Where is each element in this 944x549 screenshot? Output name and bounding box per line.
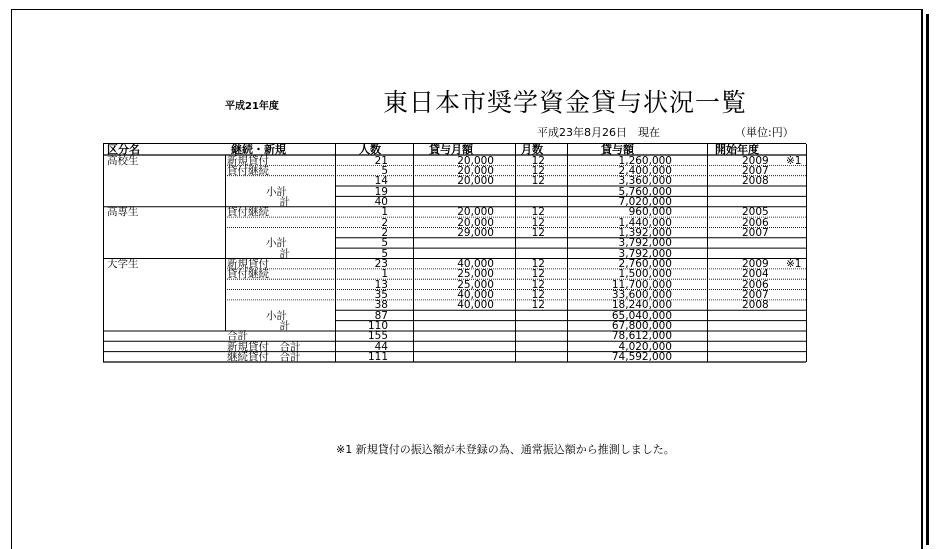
loan-amount-cell: 74,592,000 [611,351,672,364]
loan-amount-cell: 7,020,000 [618,195,672,208]
loan-amount-cell: 18,240,000 [611,299,672,312]
monthly-amount-cell: 40,000 [457,258,494,270]
row-type-cell: 計 [279,320,290,333]
loan-amount-cell: 2,400,000 [618,164,672,177]
footnote: ※1 新規貸付の振込額が未登録の為、通常振込額から推測しました。 [336,443,675,456]
loan-amount-cell: 2,760,000 [618,258,672,270]
loan-amount-cell: 1,392,000 [618,226,672,239]
monthly-amount-cell: 40,000 [457,289,494,302]
category-cell: 高校生 [107,154,139,167]
people-cell: 5 [381,164,388,177]
monthly-amount-cell: 20,000 [457,216,494,229]
monthly-amount-cell: 20,000 [457,154,494,167]
loan-amount-cell: 11,700,000 [611,278,672,291]
fiscal-year-label: 平成21年度 [225,101,279,112]
row-type-cell: 貸付継続 [227,268,269,281]
months-cell: 12 [531,268,545,281]
loan-amount-cell: 33,600,000 [611,289,672,302]
loan-amount-cell: 4,020,000 [618,340,672,353]
column-header: 人数 [359,143,381,156]
page-shadow [926,14,929,545]
category-cell: 高専生 [107,206,139,219]
monthly-amount-cell: 29,000 [457,226,494,239]
months-cell: 12 [531,164,545,177]
row-type-cell: 貸付継続 [227,206,269,219]
people-cell: 14 [374,175,388,188]
start-year-cell: 2009 [742,258,769,270]
people-cell: 38 [374,299,388,312]
loan-amount-cell: 3,792,000 [618,247,672,260]
months-cell: 12 [531,175,545,188]
unit-label: （単位:円） [735,126,794,139]
people-cell: 110 [367,320,388,333]
column-header: 貸与額 [601,143,634,156]
loan-amount-cell: 78,612,000 [611,330,672,343]
start-year-cell: 2007 [742,289,769,302]
column-header: 貸与月額 [429,143,473,156]
monthly-amount-cell: 40,000 [457,299,494,312]
people-cell: 155 [367,330,388,343]
column-header: 区分名 [107,143,140,156]
people-cell: 1 [381,268,388,281]
people-cell: 2 [381,216,388,229]
monthly-amount-cell: 20,000 [457,164,494,177]
people-cell: 44 [374,340,388,353]
loan-amount-cell: 1,500,000 [618,268,672,281]
people-cell: 1 [381,206,388,219]
months-cell: 12 [531,289,545,302]
people-cell: 5 [381,247,388,260]
start-year-cell: 2008 [742,175,769,188]
loan-amount-cell: 67,800,000 [611,320,672,333]
row-type-cell: 継続貸付 合計 [227,351,301,364]
category-cell: 大学生 [107,258,139,270]
column-header: 継続・新規 [231,143,286,156]
monthly-amount-cell: 25,000 [457,278,494,291]
start-year-cell: 2007 [742,226,769,239]
months-cell: 12 [531,206,545,219]
start-year-cell: 2006 [742,216,769,229]
people-cell: 87 [374,309,388,322]
people-cell: 2 [381,226,388,239]
monthly-amount-cell: 25,000 [457,268,494,281]
row-type-cell: 小計 [266,185,287,198]
column-header: 開始年度 [715,143,759,156]
note-mark: ※1 [786,154,802,167]
row-type-cell: 小計 [266,309,287,322]
people-cell: 19 [374,185,388,198]
row-type-cell: 合計 [227,330,248,343]
row-type-cell: 計 [279,247,290,260]
start-year-cell: 2009 [742,154,769,167]
document-title: 東日本市奨学資金貸与状況一覧 [383,88,748,117]
people-cell: 111 [367,351,388,364]
months-cell: 12 [531,299,545,312]
months-cell: 12 [531,278,545,291]
start-year-cell: 2008 [742,299,769,312]
as-of-date: 平成23年8月26日 現在 [537,126,660,139]
row-type-cell: 新規貸付 [227,154,269,167]
people-cell: 23 [374,258,388,270]
loan-amount-cell: 5,760,000 [618,185,672,198]
months-cell: 12 [531,154,545,167]
loan-amount-cell: 960,000 [628,206,672,219]
row-type-cell: 貸付継続 [227,164,269,177]
monthly-amount-cell: 20,000 [457,175,494,188]
start-year-cell: 2006 [742,278,769,291]
months-cell: 12 [531,258,545,270]
loan-amount-cell: 65,040,000 [611,309,672,322]
row-type-cell: 小計 [266,237,287,250]
loan-amount-cell: 1,440,000 [618,216,672,229]
people-cell: 35 [374,289,388,302]
row-type-cell: 新規貸付 合計 [227,340,301,353]
people-cell: 40 [374,195,388,208]
loan-amount-cell: 3,360,000 [618,175,672,188]
start-year-cell: 2007 [742,164,769,177]
months-cell: 12 [531,226,545,239]
column-header: 月数 [521,143,543,156]
people-cell: 5 [381,237,388,250]
start-year-cell: 2005 [742,206,769,219]
people-cell: 21 [374,154,388,167]
row-type-cell: 計 [279,195,290,208]
note-mark: ※1 [786,258,802,270]
start-year-cell: 2004 [742,268,769,281]
people-cell: 13 [374,278,388,291]
loan-amount-cell: 1,260,000 [618,154,672,167]
row-type-cell: 新規貸付 [227,258,269,270]
months-cell: 12 [531,216,545,229]
loan-amount-cell: 3,792,000 [618,237,672,250]
monthly-amount-cell: 20,000 [457,206,494,219]
